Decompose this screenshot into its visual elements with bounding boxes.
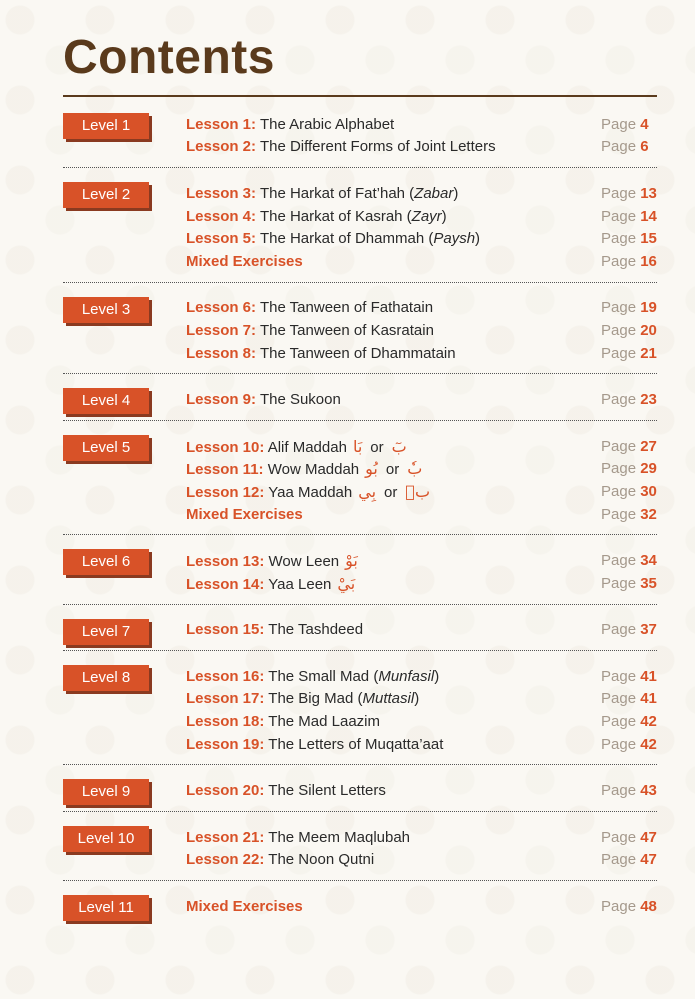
level-badge: Level 4 <box>63 388 149 414</box>
toc-entry[interactable] <box>186 826 657 849</box>
lesson-list <box>186 297 657 365</box>
toc-entry[interactable] <box>186 227 657 250</box>
lesson-title <box>186 551 601 570</box>
lesson-name: Yaa Maddah <box>268 483 353 501</box>
arabic-example: بُو <box>365 459 378 479</box>
lesson-name: The Tanween of Dhammatain <box>259 344 456 362</box>
lesson-name: The Letters of Muqatta’aat <box>268 735 444 753</box>
lesson-title <box>186 459 601 478</box>
level-badge: Level 10 <box>63 826 149 852</box>
lesson-title <box>186 574 601 593</box>
arabic-example-alt: بٗ <box>407 459 423 479</box>
page-reference <box>601 668 657 685</box>
level-badge: Level 7 <box>63 619 149 645</box>
lesson-number: Lesson 3: <box>186 184 257 202</box>
page-word: Page <box>601 460 637 478</box>
lesson-number: Lesson 6: <box>186 299 257 317</box>
lesson-paren: ) <box>441 207 447 225</box>
page-reference <box>601 483 657 500</box>
toc-entry[interactable] <box>186 619 657 642</box>
arabic-example-alt: بٓ <box>391 436 407 456</box>
page-number: 43 <box>640 782 657 800</box>
page-word: Page <box>601 713 637 731</box>
lesson-number: Mixed Exercises <box>186 898 303 916</box>
page-number: 21 <box>640 344 657 362</box>
lesson-title <box>186 690 601 707</box>
level-badge: Level 3 <box>63 297 149 323</box>
level-section <box>63 432 657 535</box>
lesson-paren: ) <box>475 230 481 248</box>
page-reference <box>601 208 657 225</box>
page-reference <box>601 230 657 247</box>
level-section <box>63 110 657 168</box>
toc-entry[interactable] <box>186 480 657 503</box>
page-number: 29 <box>640 460 657 478</box>
toc-entry[interactable] <box>186 435 657 458</box>
page-word: Page <box>601 482 637 500</box>
page-reference <box>601 736 657 753</box>
toc-entry[interactable] <box>186 779 657 802</box>
page-word: Page <box>601 505 637 523</box>
lesson-number: Lesson 7: <box>186 321 257 339</box>
level-badge: Level 11 <box>63 895 149 921</box>
lesson-name: The Meem Maqlubah <box>268 828 411 846</box>
page-word: Page <box>601 138 637 156</box>
lesson-title <box>186 185 601 202</box>
page-number: 27 <box>640 437 657 455</box>
page-word: Page <box>601 851 637 869</box>
toc-entry[interactable] <box>186 458 657 481</box>
lesson-title <box>186 138 601 155</box>
page-word: Page <box>601 898 637 916</box>
lesson-title <box>186 829 601 846</box>
page-word: Page <box>601 207 637 225</box>
lesson-title <box>186 253 601 270</box>
page-reference <box>601 552 657 569</box>
lesson-title <box>186 391 601 408</box>
lesson-number: Lesson 9: <box>186 391 257 409</box>
lesson-list <box>186 619 657 642</box>
lesson-number: Lesson 14: <box>186 575 265 593</box>
page-reference <box>601 829 657 846</box>
page-word: Page <box>601 782 637 800</box>
page-reference <box>601 345 657 362</box>
lesson-paren: ) <box>453 184 459 202</box>
lesson-title <box>186 713 601 730</box>
level-section <box>63 892 657 927</box>
page-number: 30 <box>640 482 657 500</box>
page-number: 16 <box>640 252 657 270</box>
page-number: 42 <box>640 713 657 731</box>
table-of-contents <box>63 110 657 938</box>
page-reference <box>601 782 657 799</box>
page-number: 14 <box>640 207 657 225</box>
page-word: Page <box>601 437 637 455</box>
lesson-number: Lesson 16: <box>186 667 265 685</box>
arabic-example: بَوْ <box>345 551 358 571</box>
lesson-list <box>186 895 657 918</box>
page-number: 13 <box>640 184 657 202</box>
page-word: Page <box>601 184 637 202</box>
page-word: Page <box>601 690 637 708</box>
lesson-number: Lesson 22: <box>186 851 265 869</box>
page-reference <box>601 391 657 408</box>
lesson-name: The Harkat of Kasrah ( <box>259 207 412 225</box>
lesson-title <box>186 345 601 362</box>
toc-entry[interactable] <box>186 136 657 159</box>
page-number: 15 <box>640 230 657 248</box>
lesson-number: Lesson 13: <box>186 553 265 571</box>
page-number: 32 <box>640 505 657 523</box>
lesson-title <box>186 230 601 247</box>
lesson-term: Muttasil <box>362 690 415 708</box>
page-number: 6 <box>640 138 649 156</box>
page-reference <box>601 185 657 202</box>
lesson-name: Alif Maddah <box>267 438 347 456</box>
or-word: or <box>370 438 384 456</box>
lesson-paren: ) <box>414 690 420 708</box>
lesson-list <box>186 826 657 871</box>
page-word: Page <box>601 252 637 270</box>
lesson-title <box>186 782 601 799</box>
page-number: 19 <box>640 299 657 317</box>
page-number: 20 <box>640 321 657 339</box>
page-number: 48 <box>640 898 657 916</box>
arabic-example: بَيْ <box>337 573 356 593</box>
lesson-name: The Big Mad ( <box>268 690 363 708</box>
lesson-list <box>186 435 657 525</box>
toc-entry[interactable] <box>186 710 657 733</box>
toc-entry[interactable] <box>186 319 657 342</box>
lesson-number: Lesson 12: <box>186 483 265 501</box>
page-word: Page <box>601 115 637 133</box>
page-number: 47 <box>640 851 657 869</box>
page-reference <box>601 253 657 270</box>
page-number: 42 <box>640 735 657 753</box>
page-reference <box>601 690 657 707</box>
toc-entry[interactable] <box>186 895 657 918</box>
page-word: Page <box>601 828 637 846</box>
page-number: 37 <box>640 621 657 639</box>
lesson-title <box>186 437 601 456</box>
page-number: 41 <box>640 667 657 685</box>
lesson-title <box>186 208 601 225</box>
page-reference <box>601 713 657 730</box>
lesson-number: Lesson 11: <box>186 461 264 479</box>
lesson-number: Lesson 17: <box>186 690 265 708</box>
page-number: 35 <box>640 574 657 592</box>
page-reference <box>601 851 657 868</box>
page-number: 34 <box>640 552 657 570</box>
toc-entry[interactable] <box>186 572 657 595</box>
toc-entry[interactable] <box>186 297 657 320</box>
arabic-example: بِي <box>358 481 377 501</box>
lesson-name: Yaa Leen <box>268 575 332 593</box>
lesson-name: The Tanween of Kasratain <box>259 321 434 339</box>
lesson-number: Lesson 21: <box>186 828 265 846</box>
lesson-term: Zayr <box>411 207 442 225</box>
lesson-number: Lesson 18: <box>186 713 265 731</box>
lesson-number: Lesson 20: <box>186 782 265 800</box>
lesson-name: The Harkat of Dhammah ( <box>259 230 434 248</box>
page-title: Contents <box>63 31 275 84</box>
page-reference <box>601 138 657 155</box>
lesson-term: Munfasil <box>378 667 435 685</box>
lesson-name: The Tashdeed <box>268 621 364 639</box>
lesson-term: Paysh <box>433 230 476 248</box>
page-number: 4 <box>640 115 649 133</box>
toc-entry[interactable] <box>186 250 657 273</box>
page-word: Page <box>601 321 637 339</box>
page-word: Page <box>601 299 637 317</box>
level-section <box>63 776 657 812</box>
page-word: Page <box>601 667 637 685</box>
page-word: Page <box>601 230 637 248</box>
lesson-number: Lesson 15: <box>186 621 265 639</box>
page-word: Page <box>601 552 637 570</box>
arabic-example: بَا <box>352 436 363 456</box>
lesson-title <box>186 482 601 501</box>
lesson-list <box>186 113 657 158</box>
lesson-name: Wow Leen <box>268 553 340 571</box>
lesson-title <box>186 322 601 339</box>
lesson-title <box>186 736 601 753</box>
toc-entry[interactable] <box>186 113 657 136</box>
lesson-title <box>186 851 601 868</box>
lesson-title <box>186 621 601 638</box>
level-badge: Level 1 <box>63 113 149 139</box>
level-section <box>63 823 657 881</box>
lesson-list <box>186 549 657 594</box>
toc-entry[interactable] <box>186 205 657 228</box>
level-badge: Level 2 <box>63 182 149 208</box>
lesson-number: Mixed Exercises <box>186 252 303 270</box>
lesson-number: Lesson 2: <box>186 138 257 156</box>
lesson-number: Lesson 8: <box>186 344 257 362</box>
lesson-name: The Sukoon <box>259 391 341 409</box>
page-number: 41 <box>640 690 657 708</box>
level-section <box>63 546 657 604</box>
lesson-title <box>186 898 601 915</box>
level-badge: Level 8 <box>63 665 149 691</box>
lesson-number: Mixed Exercises <box>186 505 303 523</box>
page-reference <box>601 299 657 316</box>
lesson-title <box>186 116 601 133</box>
page-word: Page <box>601 735 637 753</box>
lesson-name: The Mad Laazim <box>268 713 380 731</box>
toc-entry[interactable] <box>186 665 657 688</box>
page-word: Page <box>601 621 637 639</box>
page-word: Page <box>601 574 637 592</box>
lesson-term: Zabar <box>414 184 454 202</box>
level-badge: Level 9 <box>63 779 149 805</box>
lesson-name: The Different Forms of Joint Letters <box>259 138 496 156</box>
lesson-name: Wow Maddah <box>267 461 360 479</box>
lesson-number: Lesson 10: <box>186 438 265 456</box>
toc-entry[interactable] <box>186 849 657 872</box>
lesson-title <box>186 506 601 523</box>
lesson-name: The Harkat of Fat’hah ( <box>259 184 415 202</box>
title-divider <box>63 95 657 97</box>
lesson-list <box>186 182 657 272</box>
level-section <box>63 385 657 421</box>
lesson-list <box>186 388 657 411</box>
page-number: 23 <box>640 391 657 409</box>
level-badge: Level 5 <box>63 435 149 461</box>
lesson-number: Lesson 4: <box>186 207 257 225</box>
page-reference <box>601 116 657 133</box>
page-number: 47 <box>640 828 657 846</box>
level-section <box>63 294 657 375</box>
lesson-title <box>186 668 601 685</box>
page-reference <box>601 322 657 339</box>
page-word: Page <box>601 391 637 409</box>
or-word: or <box>385 461 400 479</box>
toc-entry[interactable] <box>186 688 657 711</box>
page-reference <box>601 460 657 477</box>
lesson-number: Lesson 19: <box>186 735 265 753</box>
lesson-paren: ) <box>434 667 440 685</box>
lesson-list <box>186 779 657 802</box>
lesson-title <box>186 299 601 316</box>
level-section <box>63 616 657 652</box>
page-reference <box>601 575 657 592</box>
lesson-name: The Tanween of Fathatain <box>259 299 434 317</box>
lesson-name: The Noon Qutni <box>268 851 375 869</box>
lesson-name: The Silent Letters <box>268 782 386 800</box>
page-reference <box>601 621 657 638</box>
page-reference <box>601 506 657 523</box>
lesson-number: Lesson 5: <box>186 230 257 248</box>
page-reference <box>601 898 657 915</box>
toc-entry[interactable] <box>186 503 657 526</box>
page-word: Page <box>601 344 637 362</box>
lesson-name: The Arabic Alphabet <box>259 115 395 133</box>
toc-entry[interactable] <box>186 182 657 205</box>
lesson-list <box>186 665 657 755</box>
toc-entry[interactable] <box>186 549 657 572</box>
toc-entry[interactable] <box>186 733 657 756</box>
or-word: or <box>384 483 398 501</box>
lesson-number: Lesson 1: <box>186 115 257 133</box>
arabic-example-alt: بٖ <box>405 481 431 501</box>
level-section <box>63 662 657 765</box>
level-badge: Level 6 <box>63 549 149 575</box>
level-section <box>63 179 657 282</box>
toc-entry[interactable] <box>186 342 657 365</box>
page-reference <box>601 438 657 455</box>
lesson-name: The Small Mad ( <box>268 667 379 685</box>
toc-entry[interactable] <box>186 388 657 411</box>
